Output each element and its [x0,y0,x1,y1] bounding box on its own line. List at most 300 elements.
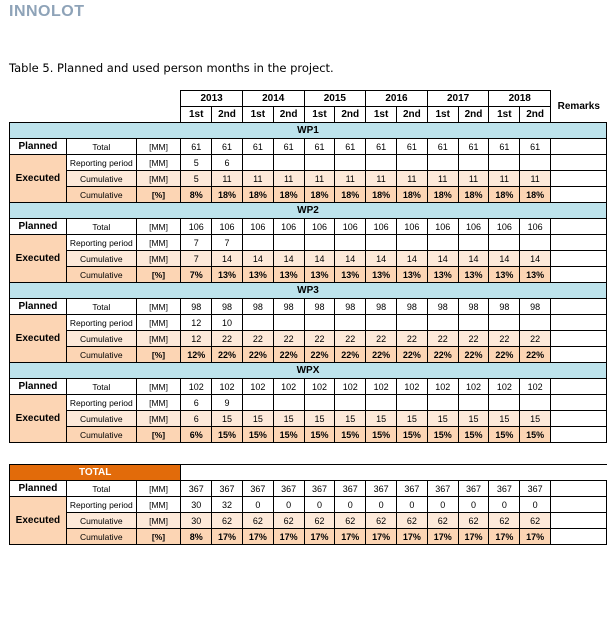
value-cell: 22 [273,331,304,347]
value-cell [489,315,520,331]
spacer [10,443,607,459]
value-cell: 12 [181,315,212,331]
value-cell [520,395,551,411]
half-year-header: 2nd [273,107,304,123]
section-header-row [10,283,607,299]
half-year-header: 2nd [520,107,551,123]
value-cell: 106 [242,219,273,235]
value-cell: 367 [304,481,335,497]
half-year-header: 1st [304,107,335,123]
half-year-header: 1st [489,107,520,123]
value-cell: 17% [366,529,397,545]
executed-label: Executed [10,395,67,443]
value-cell: 367 [396,481,427,497]
value-cell: 11 [335,171,366,187]
value-cell: 11 [273,171,304,187]
remarks-cell [551,267,607,283]
remarks-cell [551,139,607,155]
value-cell: 17% [396,529,427,545]
value-cell: 7% [181,267,212,283]
value-cell: 18% [396,187,427,203]
unit-label: [MM] [136,395,181,411]
value-cell [458,235,489,251]
value-cell: 15% [520,427,551,443]
value-cell: 0 [335,497,366,513]
value-cell: 61 [273,139,304,155]
value-cell [396,235,427,251]
value-cell: 367 [181,481,212,497]
value-cell: 14 [242,251,273,267]
value-cell: 102 [427,379,458,395]
half-year-header: 1st [181,107,212,123]
value-cell: 106 [304,219,335,235]
value-cell: 13% [242,267,273,283]
value-cell: 22% [427,347,458,363]
planned-row [10,379,607,395]
value-cell: 22 [458,331,489,347]
value-cell: 15 [366,411,397,427]
value-cell: 18% [335,187,366,203]
value-cell: 18% [242,187,273,203]
value-cell: 15 [212,411,243,427]
half-year-header: 2nd [396,107,427,123]
remarks-cell [551,411,607,427]
value-cell: 22% [273,347,304,363]
value-cell: 15 [242,411,273,427]
row-label: Total [66,481,136,497]
value-cell: 98 [396,299,427,315]
value-cell: 15 [520,411,551,427]
value-cell [520,315,551,331]
value-cell [366,315,397,331]
value-cell [396,315,427,331]
value-cell [396,155,427,171]
value-cell: 17% [212,529,243,545]
cumulative-row [10,331,607,347]
remarks-cell [551,497,607,513]
cumulative-percent-row [10,267,607,283]
value-cell: 6 [181,395,212,411]
value-cell: 15 [427,411,458,427]
value-cell: 14 [458,251,489,267]
value-cell: 17% [273,529,304,545]
year-header: 2013 [181,91,243,107]
section-header-row [10,203,607,219]
value-cell: 367 [489,481,520,497]
value-cell: 7 [181,235,212,251]
value-cell: 14 [335,251,366,267]
value-cell: 22% [489,347,520,363]
value-cell: 17% [304,529,335,545]
year-header: 2017 [427,91,489,107]
year-header: 2015 [304,91,366,107]
unit-label: [MM] [136,481,181,497]
row-label: Total [66,139,136,155]
value-cell: 14 [520,251,551,267]
value-cell: 13% [335,267,366,283]
value-cell [335,155,366,171]
value-cell: 11 [366,171,397,187]
value-cell [242,155,273,171]
executed-label: Executed [10,497,67,545]
value-cell: 106 [489,219,520,235]
value-cell: 22% [458,347,489,363]
value-cell: 0 [273,497,304,513]
value-cell: 106 [212,219,243,235]
value-cell: 13% [520,267,551,283]
remarks-header: Remarks [557,100,600,112]
value-cell: 15% [396,427,427,443]
value-cell: 98 [458,299,489,315]
remarks-cell [551,347,607,363]
value-cell [489,395,520,411]
value-cell: 13% [212,267,243,283]
planned-row [10,299,607,315]
value-cell [304,395,335,411]
value-cell: 13% [273,267,304,283]
spacer-row [10,443,607,459]
row-label: Cumulative [66,267,136,283]
unit-label: [MM] [136,235,181,251]
section-header-row [10,465,607,481]
row-label: Cumulative [66,411,136,427]
value-cell [273,395,304,411]
value-cell: 11 [458,171,489,187]
half-year-header: 1st [427,107,458,123]
value-cell: 0 [427,497,458,513]
executed-label: Executed [10,315,67,363]
value-cell: 61 [335,139,366,155]
value-cell: 22% [242,347,273,363]
planned-label: Planned [10,299,67,315]
value-cell: 98 [304,299,335,315]
cumulative-row [10,251,607,267]
unit-label: [%] [136,529,181,545]
value-cell: 6 [212,155,243,171]
value-cell: 62 [273,513,304,529]
section-title: WP1 [10,123,607,139]
row-label: Total [66,299,136,315]
unit-label: [MM] [136,171,181,187]
table-cell [181,465,212,481]
value-cell: 98 [242,299,273,315]
value-cell: 15% [304,427,335,443]
half-year-header: 2nd [335,107,366,123]
remarks-cell [551,481,607,497]
value-cell: 15 [396,411,427,427]
executed-label: Executed [10,235,67,283]
reporting-row [10,497,607,513]
remarks-cell [551,299,607,315]
value-cell: 15 [304,411,335,427]
value-cell: 367 [335,481,366,497]
remarks-cell [551,331,607,347]
section-title: WP2 [10,203,607,219]
value-cell: 11 [212,171,243,187]
value-cell: 106 [520,219,551,235]
value-cell: 15% [458,427,489,443]
value-cell [427,235,458,251]
value-cell: 62 [366,513,397,529]
value-cell: 61 [304,139,335,155]
row-label: Reporting period [66,497,136,513]
row-label: Reporting period [66,235,136,251]
planned-row [10,139,607,155]
value-cell: 14 [427,251,458,267]
table-cell [304,465,335,481]
table-cell [551,465,607,481]
planned-label: Planned [10,139,67,155]
value-cell [273,315,304,331]
value-cell: 61 [489,139,520,155]
value-cell: 18% [520,187,551,203]
value-cell: 13% [489,267,520,283]
unit-label: [%] [136,267,181,283]
unit-label: [MM] [136,513,181,529]
value-cell: 62 [304,513,335,529]
value-cell: 10 [212,315,243,331]
table-cell [335,465,366,481]
value-cell: 62 [396,513,427,529]
row-label: Cumulative [66,187,136,203]
value-cell: 98 [366,299,397,315]
row-label: Total [66,219,136,235]
row-label: Cumulative [66,529,136,545]
value-cell: 17% [489,529,520,545]
year-header: 2014 [242,91,304,107]
value-cell [273,235,304,251]
cumulative-percent-row [10,529,607,545]
header-spacer [10,107,181,123]
value-cell [427,155,458,171]
planned-row [10,219,607,235]
value-cell: 18% [304,187,335,203]
header-spacer [10,91,181,107]
value-cell [242,235,273,251]
half-year-header: 1st [366,107,397,123]
value-cell: 7 [181,251,212,267]
value-cell: 15% [273,427,304,443]
value-cell: 102 [242,379,273,395]
table-caption: Table 5. Planned and used person months in the project. [9,61,334,75]
value-cell: 18% [427,187,458,203]
row-label: Reporting period [66,395,136,411]
value-cell: 9 [212,395,243,411]
value-cell: 106 [396,219,427,235]
value-cell: 11 [427,171,458,187]
value-cell: 62 [520,513,551,529]
value-cell [335,315,366,331]
unit-label: [MM] [136,315,181,331]
value-cell: 22 [396,331,427,347]
value-cell: 7 [212,235,243,251]
value-cell: 13% [427,267,458,283]
value-cell: 106 [335,219,366,235]
value-cell: 6 [181,411,212,427]
value-cell [242,315,273,331]
value-cell: 61 [396,139,427,155]
value-cell: 13% [366,267,397,283]
unit-label: [MM] [136,497,181,513]
table-cell [427,465,458,481]
value-cell: 15 [273,411,304,427]
value-cell: 61 [520,139,551,155]
value-cell [304,315,335,331]
value-cell: 22 [304,331,335,347]
table-cell [366,465,397,481]
value-cell: 22 [489,331,520,347]
reporting-row [10,315,607,331]
value-cell: 32 [212,497,243,513]
remarks-cell [551,187,607,203]
reporting-row [10,395,607,411]
section-title: TOTAL [10,465,181,481]
row-label: Total [66,379,136,395]
value-cell [458,315,489,331]
value-cell: 62 [335,513,366,529]
section-title: WP3 [10,283,607,299]
brand-logo-text: INNOLOT [9,3,85,20]
value-cell: 18% [273,187,304,203]
value-cell: 17% [520,529,551,545]
value-cell [520,235,551,251]
year-header: 2018 [489,91,551,107]
value-cell [458,395,489,411]
value-cell: 0 [458,497,489,513]
table-cell [212,465,243,481]
value-cell: 15% [366,427,397,443]
value-cell: 98 [273,299,304,315]
value-cell: 98 [427,299,458,315]
value-cell: 15 [458,411,489,427]
value-cell: 15% [242,427,273,443]
value-cell [304,235,335,251]
cumulative-row [10,513,607,529]
row-label: Reporting period [66,155,136,171]
value-cell: 22% [212,347,243,363]
row-label: Reporting period [66,315,136,331]
unit-label: [MM] [136,155,181,171]
value-cell: 13% [458,267,489,283]
table-cell [458,465,489,481]
unit-label: [MM] [136,411,181,427]
value-cell: 15% [427,427,458,443]
value-cell: 5 [181,171,212,187]
value-cell [366,235,397,251]
table-cell [396,465,427,481]
remarks-cell [551,379,607,395]
value-cell: 8% [181,529,212,545]
value-cell: 61 [181,139,212,155]
cumulative-row [10,411,607,427]
remarks-cell [551,171,607,187]
planned-label: Planned [10,219,67,235]
value-cell: 22% [520,347,551,363]
section-title: WPX [10,363,607,379]
value-cell: 18% [212,187,243,203]
row-label: Cumulative [66,347,136,363]
executed-label: Executed [10,155,67,203]
half-year-header: 2nd [458,107,489,123]
value-cell: 102 [396,379,427,395]
planned-label: Planned [10,481,67,497]
value-cell [427,395,458,411]
value-cell: 98 [181,299,212,315]
value-cell: 62 [242,513,273,529]
value-cell: 14 [396,251,427,267]
value-cell: 11 [396,171,427,187]
value-cell [427,315,458,331]
section-header-row [10,363,607,379]
remarks-cell [551,529,607,545]
value-cell: 62 [458,513,489,529]
value-cell: 0 [396,497,427,513]
value-cell: 102 [458,379,489,395]
value-cell: 14 [366,251,397,267]
value-cell: 367 [520,481,551,497]
value-cell: 22% [366,347,397,363]
value-cell: 61 [427,139,458,155]
value-cell [366,155,397,171]
value-cell [304,155,335,171]
cumulative-percent-row [10,427,607,443]
section-header-row [10,123,607,139]
half-year-header: 1st [242,107,273,123]
value-cell: 14 [273,251,304,267]
value-cell [489,235,520,251]
value-cell: 15% [335,427,366,443]
value-cell: 0 [489,497,520,513]
value-cell: 6% [181,427,212,443]
value-cell: 13% [304,267,335,283]
value-cell: 11 [520,171,551,187]
value-cell: 18% [458,187,489,203]
unit-label: [%] [136,347,181,363]
value-cell: 13% [396,267,427,283]
unit-label: [MM] [136,139,181,155]
value-cell: 12% [181,347,212,363]
value-cell: 102 [520,379,551,395]
value-cell: 61 [242,139,273,155]
value-cell [335,395,366,411]
table-cell [273,465,304,481]
value-cell: 102 [181,379,212,395]
row-label: Cumulative [66,331,136,347]
value-cell: 367 [212,481,243,497]
value-cell: 106 [181,219,212,235]
value-cell [242,395,273,411]
unit-label: [MM] [136,379,181,395]
value-cell: 18% [489,187,520,203]
value-cell: 62 [427,513,458,529]
value-cell: 22 [212,331,243,347]
value-cell: 106 [366,219,397,235]
remarks-cell [551,251,607,267]
table-cell [489,465,520,481]
value-cell: 14 [489,251,520,267]
value-cell: 106 [427,219,458,235]
cumulative-row [10,171,607,187]
planned-label: Planned [10,379,67,395]
row-label: Cumulative [66,513,136,529]
value-cell: 367 [458,481,489,497]
value-cell: 17% [427,529,458,545]
value-cell: 102 [335,379,366,395]
value-cell: 22 [242,331,273,347]
value-cell: 22 [366,331,397,347]
value-cell: 15 [489,411,520,427]
value-cell: 5 [181,155,212,171]
